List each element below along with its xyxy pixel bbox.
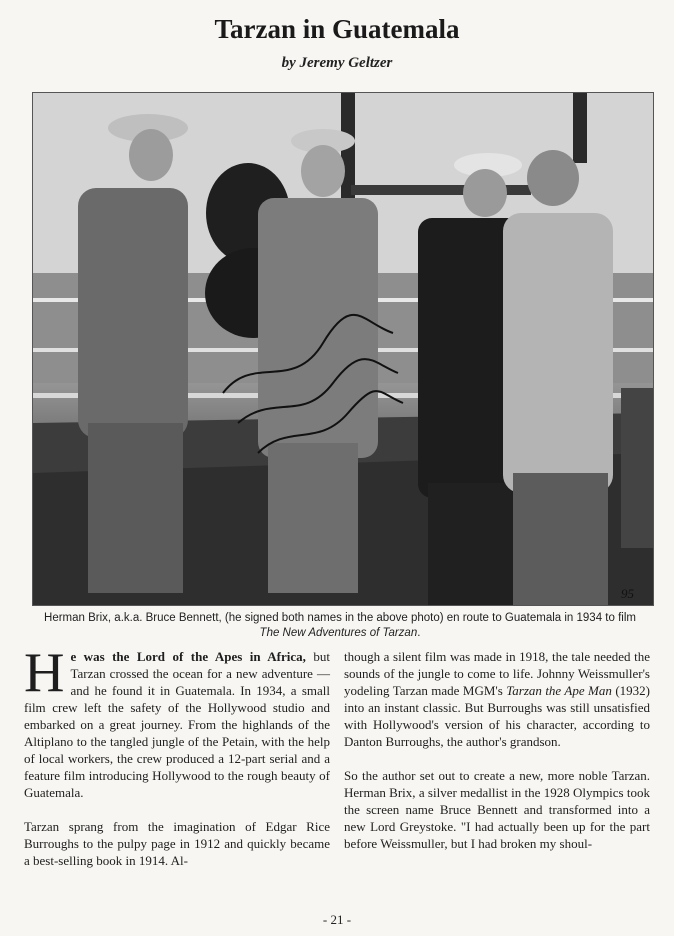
drop-cap: H [24, 642, 65, 704]
article-byline: by Jeremy Geltzer [281, 55, 393, 71]
paragraph-3-text-a: though a silent film was made in 1918, the tale needed the sounds of the jungle to come to life. Johnny Weissmuller's yodeling Tarzan made MGM's [344, 649, 650, 698]
article-title: Tarzan in Guatemala [214, 14, 460, 44]
column-right [344, 648, 650, 869]
article-photo [32, 92, 654, 606]
lead-in: e was the Lord of the Apes in Africa, [70, 649, 306, 664]
caption-text: Herman Brix, a.k.a. Bruce Bennett, (he signed both names in the above photo) en route to Guatemala in 1934 to film [44, 612, 636, 624]
paragraph-3 [344, 648, 650, 750]
paragraph-1 [24, 642, 330, 801]
column-left [24, 642, 330, 886]
caption-end: . [417, 627, 421, 639]
paragraph-3-text-b: (1932) into an instant classic. But Burroughs was still unsatisfied with Hollywood's version of his character, according to Danton Burroughs, the author's grandson. [344, 683, 650, 749]
paragraph-1-text: but Tarzan crossed the ocean for a new adventure — and he found it in Guatemala. In 1934, a small film crew left the safety of the Hollywood studio and embarked on a great journey. From the highlands of the Altiplano to the tangled jungle of the Petain, with the help of local workers, the crew produced a 12-part serial and a feature film introducing Hollywood to the rough beauty of Guatemala. [24, 649, 330, 800]
photo-caption [40, 611, 640, 641]
photo-illustration [33, 93, 653, 605]
page-number: - 21 - [322, 912, 352, 927]
paragraph-2: Tarzan sprang from the imagination of Edgar Rice Burroughs to the pulpy page in 1912 and quickly became a best-selling book in 1914. Al- [24, 819, 330, 868]
paragraph-4: So the author set out to create a new, more noble Tarzan. Herman Brix, a silver medallist in the 1928 Olympics took the screen name Bruce Bennett and transformed into a new Lord Greystoke. "I had actually been up for the part before Weissmuller, but I had broken my shoul- [344, 768, 650, 851]
caption-film-title: The New Adventures of Tarzan [259, 627, 418, 639]
paragraph-3-film: Tarzan the Ape Man [506, 683, 612, 698]
photo-corner-number: 95 [621, 586, 634, 601]
